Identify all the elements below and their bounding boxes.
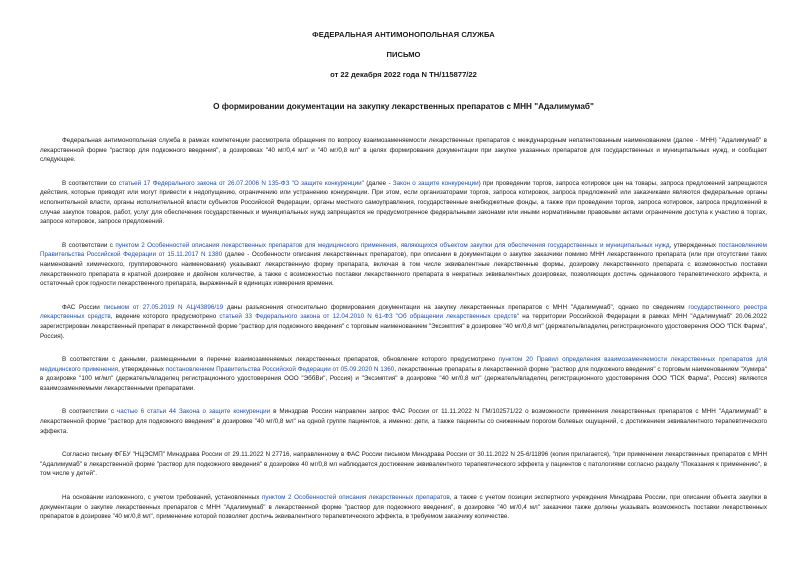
paragraph: [40, 450, 767, 479]
paragraph-text: В соответствии с: [62, 241, 116, 249]
paragraph: [40, 355, 767, 393]
paragraph-text: даны разъяснения относительно формирования документации на закупку лекарственных препаратов с МНН "Адалимумаб", однако по сведениям: [223, 303, 689, 311]
paragraph: [40, 493, 767, 522]
paragraph-text: (далее -: [363, 179, 393, 187]
paragraph-text: ФАС России: [62, 303, 104, 311]
document-body: [40, 136, 767, 522]
legal-reference-link[interactable]: статьей 33 Федерального закона от 12.04.2010 N 61-ФЗ "Об обращении лекарственных средств": [219, 313, 520, 321]
paragraph-text: , ведение которого предусмотрено: [110, 313, 220, 321]
paragraph-text: Согласно письму ФГБУ "НЦЭСМП" Минздрава России от 29.11.2022 N 27716, направленному в ФАС России письмом Минздрава России от 30.11.2022 N 25-6/11896 (копия прилагается), "при применении лекарственных препаратов с МНН "Адалимумаб" в лекарственной форме "раствор для подкожного введения" в дозировке 40 мг/0,8 мл наблюдается достижение эквивалентного терапевтического эффекта у пациентов с патологиями согласно разделу "Показания к применению", в том числе у детей".: [40, 451, 767, 478]
legal-reference-link[interactable]: письмом от 27.05.2019 N АЦ/43896/19: [103, 303, 224, 311]
paragraph-text: в Минздрав России направлен запрос ФАС России от 11.11.2022 N ГМ/102571/22 о возможности применения лекарственных препаратов с МНН "Адалимумаб" в лекарственной форме "раствор для подкожного введения" в дозировке "40 мг/0,8 мл" на одной группе пациентов, а именно: дети, а также пациенты со сниженным порогом болевых ощущений, с достижением эквивалентного терапевтического эффекта.: [40, 408, 767, 435]
document-type: ПИСЬМО: [386, 50, 421, 59]
paragraph-text: Федеральная антимонопольная служба в рамках компетенции рассмотрела обращения по вопросу взаимозаменяемости лекарственных препаратов с международным непатентованным наименованием (далее - МНН) "Адалимумаб" в лекарственной форме "раствор для подкожного введения", в дозировках "40 мг/0,4 мл" и "40 мг/0,8 мл" в целях формирования документации при закупке указанных препаратов для государственных и муниципальных нужд, и сообщает следующее.: [40, 137, 767, 164]
document-number: от 22 декабря 2022 года N ТН/115877/22: [330, 70, 477, 79]
legal-reference-link[interactable]: постановлением Правительства Российской Федерации от 05.09.2020 N 1360: [165, 365, 395, 373]
paragraph-text: , утвержденных: [118, 365, 166, 373]
legal-reference-link[interactable]: пунктом 2 Особенностей описания лекарственных препаратов для медицинского применения, являющихся объектом закупки для обеспечения государственных и муниципальных нужд: [115, 241, 670, 249]
paragraph-text: В соответствии со: [62, 179, 119, 187]
paragraph-text: , утвержденных: [669, 241, 719, 249]
paragraph-text: На основании изложенного, с учетом требований, установленных: [62, 494, 262, 502]
paragraph-text: В соответствии с: [62, 408, 117, 416]
paragraph: [40, 241, 767, 289]
legal-reference-link[interactable]: государственного реестра лекарственных средств: [40, 303, 767, 321]
paragraph-text: (далее - Особенности описания лекарственных препаратов), при описании в документации о закупке заказчики помимо МНН лекарственного препарата (или при отсутствии таких наименований химического, группировочного наименования) указывают лекарственную форму препарата, включая в том числе эквивалентные лекарственные формы, дозировку лекарственного препарата с возможностью поставки лекарственного препарата в кратной дозировке и двойном количестве, а также с возможностью поставки лекарственного препарата в некратных эквивалентных дозировках, позволяющих достичь одинакового терапевтического эффекта, и остаточный срок годности лекарственного препарата, выраженный в единицах измерения времени.: [40, 251, 767, 288]
paragraph: [40, 407, 767, 436]
paragraph-text: В соответствии с данными, размещенными в перечне взаимозаменяемых лекарственных препаратов, обновление которого предусмотрено: [62, 356, 499, 364]
paragraph: [40, 136, 767, 165]
legal-reference-link[interactable]: пунктом 2 Особенностей описания лекарственных препаратов: [261, 494, 450, 502]
document-subject: О формировании документации на закупку лекарственных препаратов с МНН "Адалимумаб": [213, 102, 594, 111]
paragraph-text: ) при проведении торгов, запроса котировок цен на товары, запроса предложений запрещаются действия, которые приводят или могут привести к недопущению, ограничению или устранению конкуренции. При этом, если организаторами торгов, запроса котировок, запроса предложений или заказчиками являются федеральные органы исполнительной власти, органы исполнительной власти субъектов Российской Федерации, органы местного самоуправления, государственные внебюджетные фонды, а также при проведении торгов, запроса котировок, запроса предложений в случае закупок товаров, работ, услуг для обеспечения государственных и муниципальных нужд запрещается не предусмотренное федеральными законами или иными нормативными правовыми актами ограничение доступа к участию в торгах, запросе котировок, запросе предложений.: [40, 179, 767, 226]
agency-title: ФЕДЕРАЛЬНАЯ АНТИМОНОПОЛЬНАЯ СЛУЖБА: [312, 30, 495, 39]
legal-reference-link[interactable]: Закон о защите конкуренции: [392, 179, 479, 187]
paragraph: [40, 303, 767, 341]
legal-reference-link[interactable]: частью 6 статьи 44 Закона о защите конкуренции: [116, 408, 271, 416]
paragraph-text: на территории Российской Федерации в рамках МНН "Адалимумаб" 20.06.2022 зарегистрирован лекарственный препарат в лекарственной форме "раствор для подкожного введения" с торговым наименованием "Эксэмптия" в дозировке "40 мг/0,8 мл" (держатель/владелец регистрационного удостоверения ООО "ПСК Фарма", Россия).: [40, 313, 768, 340]
legal-reference-link[interactable]: статьей 17 Федерального закона от 26.07.2006 N 135-ФЗ "О защите конкуренции": [118, 179, 364, 187]
paragraph: [40, 179, 767, 227]
legal-reference-link[interactable]: постановлением Правительства Российской Федерации от 15.11.2017 N 1380: [40, 241, 767, 259]
paragraph-text: , а также с учетом позиции экспертного учреждения Минздрава России, при описании объекта закупки в документации о закупке лекарственных препаратов с МНН "Адалимумаб" в лекарственной форме "раствор для подкожного введения", в дозировке "40 мг/0,4 мл" заказчики также должны указывать возможность поставки лекарственных препаратов в дозировке "40 мг/0,8 мл", применение которой позволяет достичь эквивалентного терапевтического эффекта, в требуемом заказчику количестве.: [40, 494, 767, 521]
legal-reference-link[interactable]: пунктом 20 Правил определения взаимозаменяемости лекарственных препаратов для медицинского применения: [40, 356, 768, 373]
paragraph-text: , лекарственные препараты в лекарственной форме "раствор для подкожного введения" с торговым наименованием "Хумира" в дозировке "100 мг/мл" (держатель/владелец регистрационного удостоверения ООО "ЭббВи", Россия) и "Эксэмптия" в дозировке "40 мг/0,8 мл" (держатель/владелец регистрационного удостоверения ООО "ПСК Фарма", Россия) являются взаимозаменяемыми лекарственными препаратами.: [40, 365, 767, 392]
